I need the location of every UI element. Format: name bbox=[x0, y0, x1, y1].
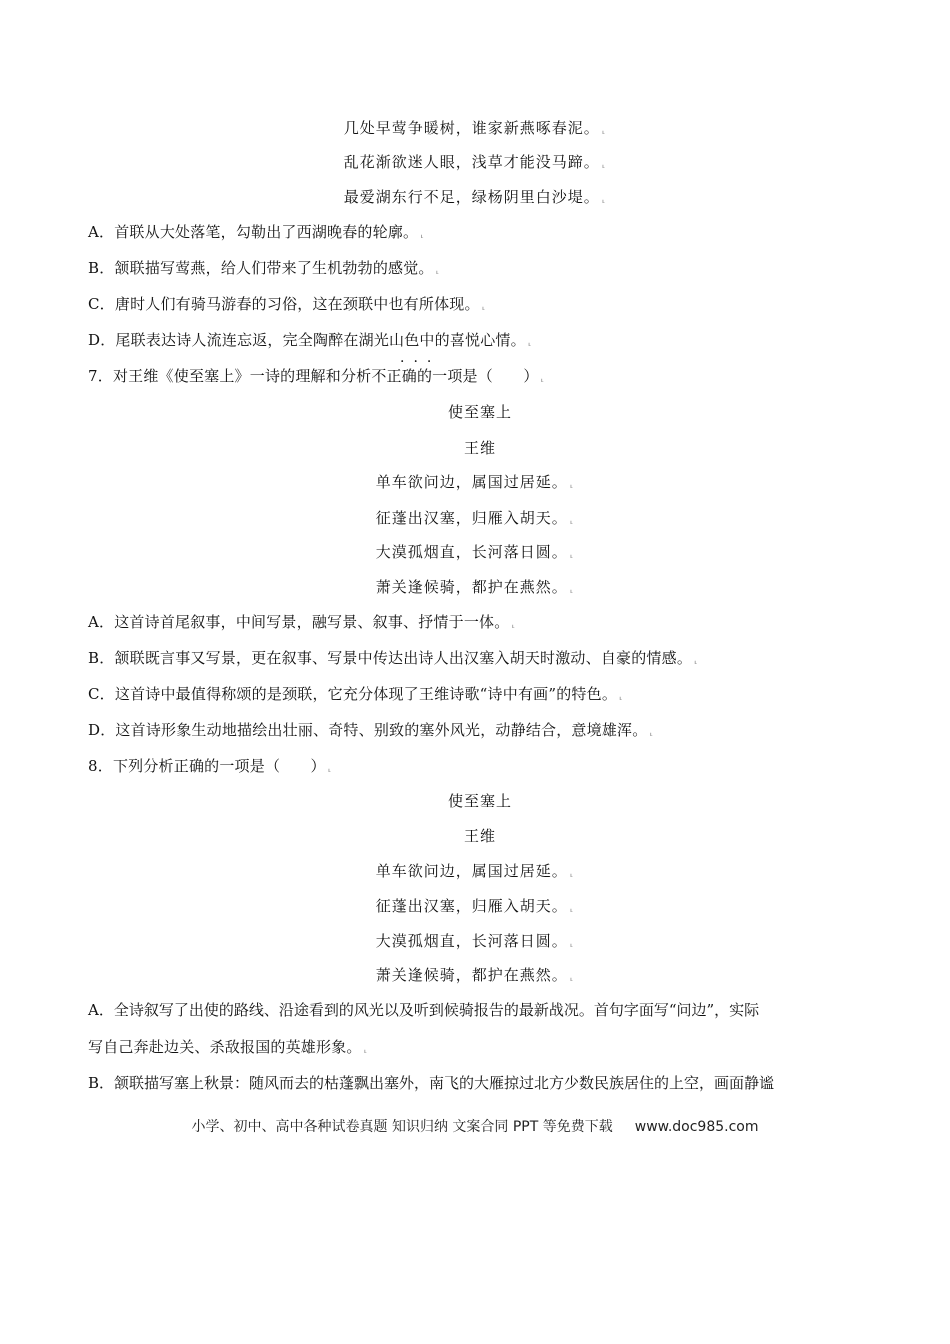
paragraph-mark: ⸤ bbox=[327, 764, 332, 774]
option-b: B．颔联描写莺燕，给人们带来了生机勃勃的感觉。 ⸤ bbox=[88, 259, 440, 277]
paragraph-mark: ⸤ bbox=[569, 480, 575, 490]
option-a: A．这首诗首尾叙事，中间写景，融写景、叙事、抒情于一体。 ⸤ bbox=[88, 613, 516, 631]
paragraph-mark: ⸤ bbox=[527, 338, 532, 348]
poem-author: 王维 bbox=[463, 439, 496, 457]
poem-author: 王维 bbox=[463, 827, 496, 845]
paragraph-mark: ⸤ bbox=[694, 656, 698, 666]
paragraph-mark: ⸤ bbox=[601, 160, 607, 170]
poem-line: 征蓬出汉塞，归雁入胡天。 ⸤ bbox=[375, 509, 575, 527]
paragraph-mark: ⸤ bbox=[569, 516, 575, 526]
page-footer bbox=[0, 1116, 950, 1136]
poem-line: 萧关逢候骑，都护在燕然。 ⸤ bbox=[375, 966, 575, 984]
option-d: D．这首诗形象生动地描绘出壮丽、奇特、别致的塞外风光，动静结合，意境雄浑。 ⸤ bbox=[88, 721, 654, 739]
option-a-continued: 写自己奔赴边关、杀敌报国的英雄形象。 ⸤ bbox=[88, 1038, 368, 1056]
question-7-stem: 7．对王维《使至塞上》一诗的理解和分析不正确的一项是（ ） ⸤ bbox=[88, 367, 545, 385]
poem-line: 最爱湖东行不足，绿杨阴里白沙堤。 ⸤ bbox=[343, 188, 607, 206]
footer-text: 小学、初中、高中各种试卷真题 知识归纳 文案合同 PPT 等免费下载 bbox=[191, 1119, 613, 1135]
poem-line: 大漠孤烟直，长河落日圆。 ⸤ bbox=[375, 932, 575, 950]
paragraph-mark: ⸤ bbox=[481, 302, 486, 312]
paragraph-mark: ⸤ bbox=[363, 1045, 368, 1055]
option-a: A．首联从大处落笔，勾勒出了西湖晚春的轮廓。 ⸤ bbox=[88, 223, 424, 241]
paragraph-mark: ⸤ bbox=[569, 585, 575, 595]
footer-site-link[interactable]: www.doc985.com bbox=[634, 1119, 759, 1135]
poem-title: 使至塞上 bbox=[447, 792, 512, 810]
poem-title: 使至塞上 bbox=[447, 403, 512, 421]
option-d: D．尾联表达诗人流连忘返，完全陶醉在湖光山色中的喜悦心情。 ⸤ bbox=[88, 331, 532, 349]
option-c: C．这首诗中最值得称颂的是颈联，它充分体现了王维诗歌“诗中有画”的特色。 ⸤ bbox=[88, 685, 623, 703]
poem-line: 单车欲问边，属国过居延。 ⸤ bbox=[375, 473, 575, 491]
paragraph-mark: ⸤ bbox=[435, 266, 440, 276]
paragraph-mark: ⸤ bbox=[649, 728, 654, 738]
question-8-stem: 8．下列分析正确的一项是（ ） ⸤ bbox=[88, 757, 332, 775]
paragraph-mark: ⸤ bbox=[511, 620, 516, 630]
paragraph-mark: ⸤ bbox=[569, 973, 575, 983]
paragraph-mark: ⸤ bbox=[420, 230, 424, 240]
emphasis-dots: ··· bbox=[400, 354, 441, 370]
poem-line: 征蓬出汉塞，归雁入胡天。 ⸤ bbox=[375, 897, 575, 915]
paragraph-mark: ⸤ bbox=[540, 374, 545, 384]
option-b: B．颔联既言事又写景，更在叙事、写景中传达出诗人出汉塞入胡天时激动、自豪的情感。 ⸤ bbox=[88, 649, 698, 667]
option-b: B．颔联描写塞上秋景：随风而去的枯蓬飘出塞外，南飞的大雁掠过北方少数民族居住的上空，画面静谧 bbox=[88, 1074, 775, 1092]
option-c: C．唐时人们有骑马游春的习俗，这在颈联中也有所体现。 ⸤ bbox=[88, 295, 486, 313]
option-a: A．全诗叙写了出使的路线、沿途看到的风光以及听到候骑报告的最新战况。首句字面写“问边”，实际 bbox=[88, 1001, 760, 1019]
paragraph-mark: ⸤ bbox=[569, 939, 575, 949]
poem-line: 乱花渐欲迷人眼，浅草才能没马蹄。 ⸤ bbox=[343, 153, 607, 171]
poem-line: 萧关逢候骑，都护在燕然。 ⸤ bbox=[375, 578, 575, 596]
paragraph-mark: ⸤ bbox=[601, 195, 607, 205]
paragraph-mark: ⸤ bbox=[619, 692, 623, 702]
paragraph-mark: ⸤ bbox=[569, 904, 575, 914]
poem-line: 大漠孤烟直，长河落日圆。 ⸤ bbox=[375, 543, 575, 561]
poem-line: 几处早莺争暖树，谁家新燕啄春泥。 ⸤ bbox=[343, 119, 607, 137]
poem-line: 单车欲问边，属国过居延。 ⸤ bbox=[375, 862, 575, 880]
paragraph-mark: ⸤ bbox=[569, 869, 575, 879]
paragraph-mark: ⸤ bbox=[569, 550, 575, 560]
paragraph-mark: ⸤ bbox=[601, 126, 607, 136]
